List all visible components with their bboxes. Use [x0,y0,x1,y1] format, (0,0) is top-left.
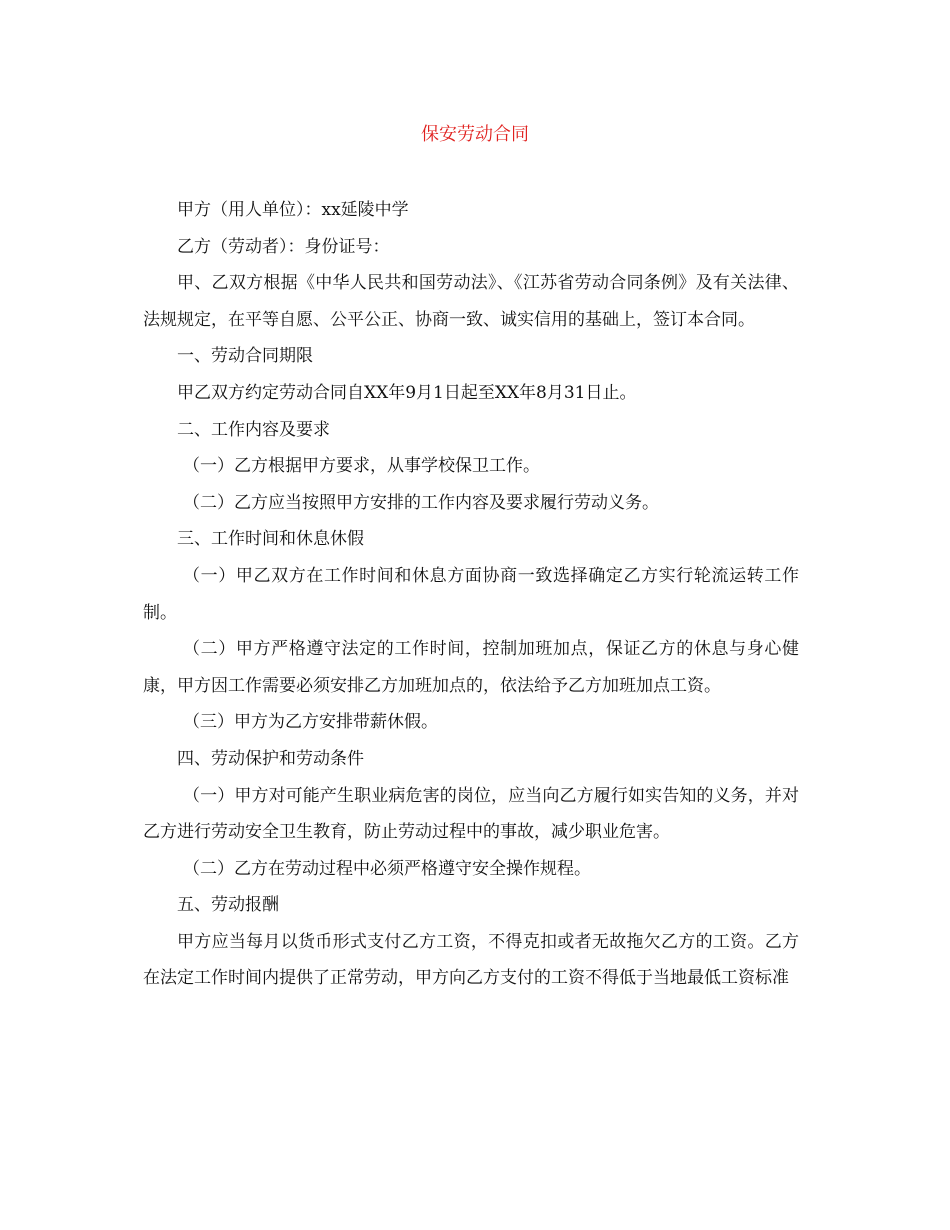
document-body [143,192,799,997]
preamble-paragraph: 甲、乙双方根据《中华人民共和国劳动法》、《江苏省劳动合同条例》及有关法律、法规规定，在平等自愿、公平公正、协商一致、诚实信用的基础上，签订本合同。 [143,273,799,330]
work-content-item-1: （一）乙方根据甲方要求，从事学校保卫工作。 [183,456,540,477]
work-hours-item-3: （三）甲方为乙方安排带薪休假。 [183,712,438,733]
section-heading-work-hours: 三、工作时间和休息休假 [177,529,364,550]
work-content-item-2: （二）乙方应当按照甲方安排的工作内容及要求履行劳动义务。 [183,492,659,513]
work-hours-item-2: （二）甲方严格遵守法定的工作时间，控制加班加点，保证乙方的休息与身心健康，甲方因工作需要必须安排乙方加班加点的，依法给予乙方加班加点工资。 [143,639,799,696]
remuneration-paragraph: 甲方应当每月以货币形式支付乙方工资，不得克扣或者无故拖欠乙方的工资。乙方在法定工作时间内提供了正常劳动，甲方向乙方支付的工资不得低于当地最低工资标准 [143,931,799,989]
protection-item-2: （二）乙方在劳动过程中必须严格遵守安全操作规程。 [183,858,591,879]
protection-item-1: （一）甲方对可能产生职业病危害的岗位，应当向乙方履行如实告知的义务，并对乙方进行劳动安全卫生教育，防止劳动过程中的事故，减少职业危害。 [143,785,799,843]
section-heading-term: 一、劳动合同期限 [177,346,313,367]
party-a-line: 甲方（用人单位）：xx延陵中学 [177,200,409,220]
term-paragraph: 甲乙双方约定劳动合同自XX年9月1日起至XX年8月31日止。 [177,382,637,403]
section-heading-protection: 四、劳动保护和劳动条件 [177,748,364,769]
work-hours-item-1: （一）甲乙双方在工作时间和休息方面协商一致选择确定乙方实行轮流运转工作制。 [143,565,799,623]
document-title: 保安劳动合同 [421,124,529,145]
section-heading-remuneration: 五、劳动报酬 [177,895,279,916]
party-b-line: 乙方（劳动者）：身份证号： [177,236,390,257]
section-heading-work-content: 二、工作内容及要求 [177,419,330,440]
